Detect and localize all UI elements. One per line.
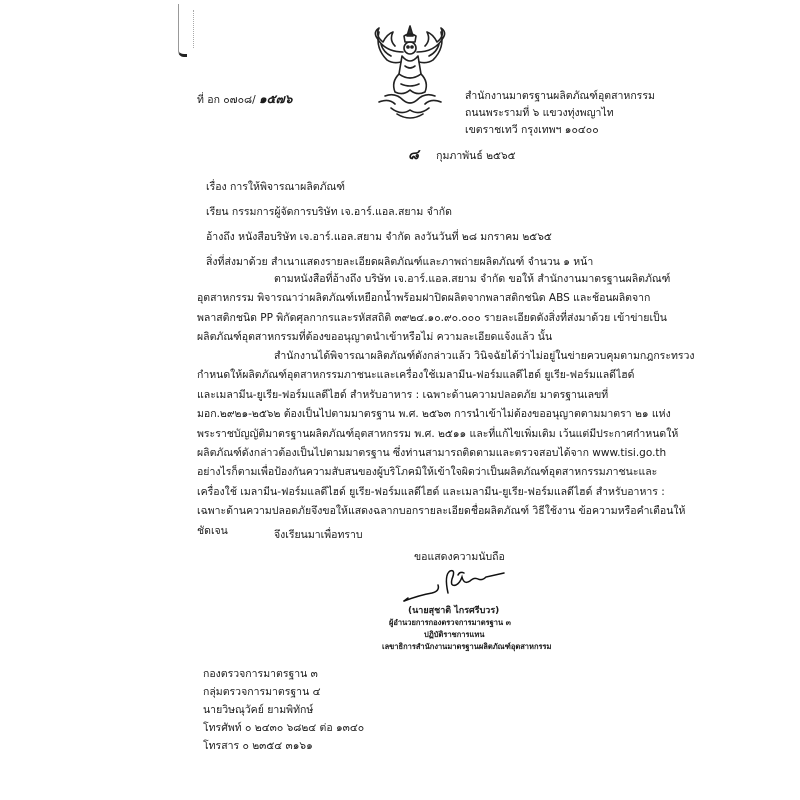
reference-line: อ้างถึง หนังสือบริษัท เจ.อาร์.แอล.สยาม จำกัด ลงวันวันที่ ๒๘ มกราคม ๒๕๖๕	[206, 231, 552, 243]
paragraph-line: อุตสาหกรรม พิจารณาว่าผลิตภัณฑ์เหยือกน้ำพร้อมฝาปิดผลิตจากพลาสติกชนิด ABS และช้อนผลิตจาก	[197, 292, 651, 305]
handwritten-signature-icon	[400, 565, 510, 605]
subject-line: เรื่อง การให้พิจารณาผลิตภัณฑ์	[206, 181, 345, 193]
footer-phone: โทรศัพท์ ๐ ๒๔๓๐ ๖๘๒๔ ต่อ ๑๓๔๐	[203, 722, 365, 734]
paragraph-line: ผลิตภัณฑ์ดังกล่าวต้องเป็นไปตามมาตรฐาน ซึ่งท่านสามารถติดตามและตรวจสอบได้จาก www.tisi.go.th	[197, 446, 667, 459]
signatory-title-2: ปฏิบัติราชการแทน	[424, 630, 485, 639]
addressee-line: เรียน กรรมการผู้จัดการบริษัท เจ.อาร์.แอล.สยาม จำกัด	[206, 206, 452, 218]
paragraph-line: ผลิตภัณฑ์อุตสาหกรรมที่ต้องขออนุญาตนำเข้าหรือไม่ ความละเอียดแจ้งแล้ว นั้น	[197, 331, 553, 344]
enclosure-line: สิ่งที่ส่งมาด้วย สำเนาแสดงรายละเอียดผลิตภัณฑ์และภาพถ่ายผลิตภัณฑ์ จำนวน ๑ หน้า	[206, 256, 594, 268]
paragraph-line: พลาสติกชนิด PP พิกัดศุลกากรและรหัสสถิติ ๓๙๒๔.๑๐.๙๐.๐๐๐ รายละเอียดดังสิ่งที่ส่งมาด้วย เข้าข่ายเป็น	[197, 311, 667, 324]
date-month-year: กุมภาพันธ์ ๒๕๖๕	[436, 150, 516, 162]
reference-handwritten-number: ๑๕๗๖	[258, 92, 293, 106]
signature-salutation: ขอแสดงความนับถือ	[414, 551, 505, 563]
agency-address-line-3: เขตราชเทวี กรุงเทพฯ ๑๐๔๐๐	[465, 124, 599, 136]
scan-artifact	[193, 10, 194, 48]
paragraph-line: อย่างไรก็ตามเพื่อป้องกันความสับสนของผู้บริโภคมิให้เข้าใจผิดว่าเป็นผลิตภัณฑ์อุตสาหกรรมภาชนะและ	[197, 466, 658, 479]
paragraph-line: ชัดเจน	[197, 524, 228, 537]
date-handwritten-day: ๘	[408, 147, 419, 163]
body-paragraph-1	[197, 270, 671, 348]
signatory-title-1: ผู้อำนวยการกองตรวจการมาตรฐาน ๓	[389, 618, 511, 627]
footer-fax: โทรสาร ๐ ๒๓๕๔ ๓๑๖๑	[203, 740, 313, 752]
footer-contact-person: นายวิษณุวัคย์ ยามพิทักษ์	[203, 704, 314, 716]
body-paragraph-2	[197, 347, 695, 541]
paragraph-line: พระราชบัญญัติมาตรฐานผลิตภัณฑ์อุตสาหกรรม พ.ศ. ๒๕๑๑ และที่แก้ไขเพิ่มเติม เว้นแต่มีประกาศกำหนดให้	[197, 427, 679, 440]
closing-line: จึงเรียนมาเพื่อทราบ	[274, 529, 363, 541]
paragraph-line: และเมลามีน-ยูเรีย-ฟอร์มแลดีไฮด์ สำหรับอาหาร : เฉพาะด้านความปลอดภัย มาตรฐานเลขที่	[197, 388, 609, 401]
reference-number	[197, 92, 292, 107]
reference-prefix: ที่ อก ๐๗๐๘/	[197, 94, 256, 106]
paragraph-line: กำหนดให้ผลิตภัณฑ์อุตสาหกรรมภาชนะและเครื่องใช้เมลามีน-ฟอร์มแลดีไฮด์ ยูเรีย-ฟอร์มแลดีไฮด์	[197, 369, 635, 382]
garuda-emblem-icon	[365, 22, 455, 124]
paragraph-line: เครื่องใช้ เมลามีน-ฟอร์มแลดีไฮด์ ยูเรีย-ฟอร์มแลดีไฮด์ และเมลามีน-ยูเรีย-ฟอร์มแลดีไฮด์ สำหรับอาหาร :	[197, 485, 665, 498]
agency-address-line-2: ถนนพระรามที่ ๖ แขวงทุ่งพญาไท	[465, 107, 614, 119]
staple-mark	[178, 4, 187, 57]
letter-date	[408, 148, 516, 163]
signatory-name: (นายสุชาติ ไกรศรีบวร)	[408, 606, 500, 616]
paragraph-line: มอก.๒๙๒๑-๒๕๖๒ ต้องเป็นไปตามมาตรฐาน พ.ศ. ๒๕๖๓ การนำเข้าไม่ต้องขออนุญาตตามมาตรา ๒๑ แห่ง	[197, 408, 671, 421]
signatory-title-3: เลขาธิการสำนักงานมาตรฐานผลิตภัณฑ์อุตสาหกรรม	[382, 642, 552, 651]
footer-division: กองตรวจการมาตรฐาน ๓	[203, 668, 318, 680]
paragraph-line: สำนักงานได้พิจารณาผลิตภัณฑ์ดังกล่าวแล้ว วินิจฉัยได้ว่าไม่อยู่ในข่ายควบคุมตามกฎกระทรวง	[274, 350, 695, 362]
paragraph-line: ตามหนังสือที่อ้างถึง บริษัท เจ.อาร์.แอล.สยาม จำกัด ขอให้ สำนักงานมาตรฐานผลิตภัณฑ์	[274, 273, 671, 285]
agency-address-line-1: สำนักงานมาตรฐานผลิตภัณฑ์อุตสาหกรรม	[465, 90, 655, 102]
footer-group: กลุ่มตรวจการมาตรฐาน ๔	[203, 686, 321, 698]
paragraph-line: เฉพาะด้านความปลอดภัยจึงขอให้แสดงฉลากบอกรายละเอียดชื่อผลิตภัณฑ์ วิธีใช้งาน ข้อความหรือคำเตือนให้	[197, 505, 686, 518]
